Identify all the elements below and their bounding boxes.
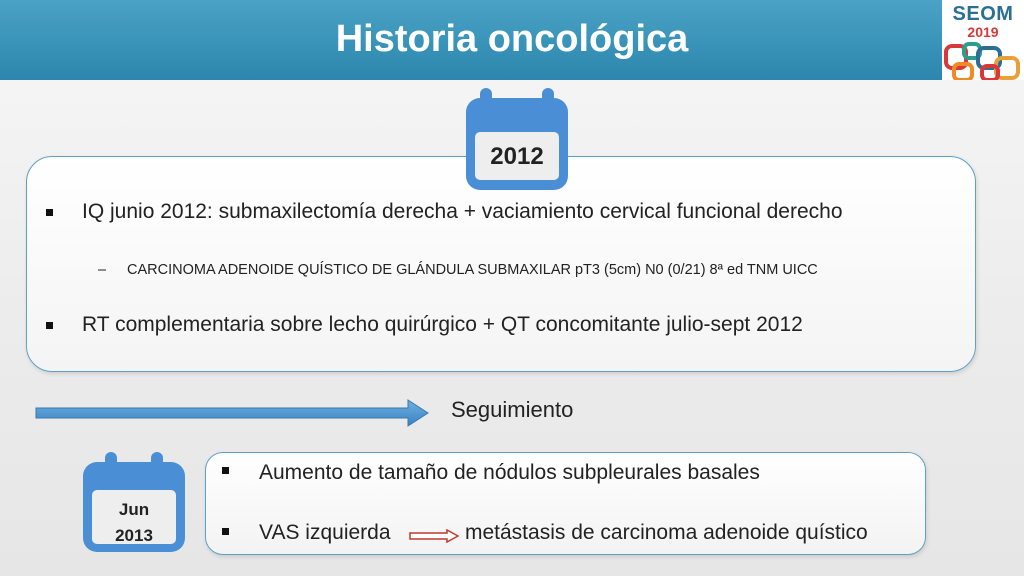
bullet-marker	[222, 528, 229, 535]
vas-bullet-left: VAS izquierda	[259, 521, 391, 544]
treatment-bullet: RT complementaria sobre lecho quirúrgico + QT concomitante julio-sept 2012	[82, 313, 803, 336]
calendar-year-label: 2013	[115, 526, 153, 545]
nodules-bullet: Aumento de tamaño de nódulos subpleurales basales	[259, 461, 760, 484]
logo-text: SEOM	[952, 3, 1014, 25]
bullet-marker	[46, 209, 53, 216]
vas-bullet-right: metástasis de carcinoma adenoide quístico	[465, 521, 868, 544]
calendar-2012	[464, 86, 570, 192]
right-arrow-icon	[34, 398, 430, 428]
followup-label: Seguimiento	[451, 397, 574, 422]
bullet-marker	[46, 322, 53, 329]
seom-logo	[942, 0, 1024, 80]
calendar-month-label: Jun	[118, 500, 150, 519]
sub-bullet-dash: –	[98, 262, 107, 278]
double-arrow-icon	[409, 529, 459, 543]
surgery-bullet: IQ junio 2012: submaxilectomía derecha + vaciamiento cervical funcional derecho	[82, 200, 843, 223]
calendar-icon	[464, 86, 570, 192]
bullet-marker	[222, 467, 229, 474]
diagnosis-sub-bullet: CARCINOMA ADENOIDE QUÍSTICO DE GLÁNDULA SUBMAXILAR pT3 (5cm) N0 (0/21) 8ª ed TNM UICC	[127, 262, 818, 278]
logo-year: 2019	[967, 24, 999, 40]
calendar-jun-2013	[81, 450, 187, 554]
page-title: Historia oncológica	[335, 18, 689, 60]
calendar-year-label: 2012	[490, 143, 544, 170]
logo-graphic-icon	[942, 42, 1024, 80]
